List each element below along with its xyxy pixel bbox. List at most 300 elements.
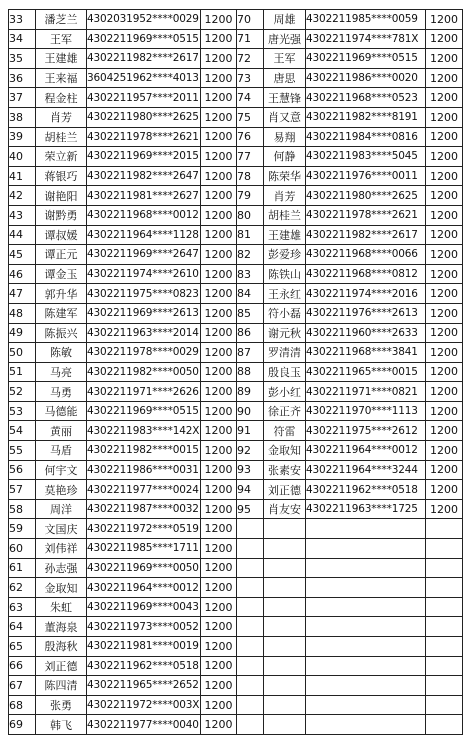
id-number-cell: 4302211984****0816 [306,127,426,147]
id-number-cell: 4302211985****1711 [87,539,201,559]
empty-cell [264,597,306,617]
name-cell: 孙志强 [36,558,87,578]
id-number-cell: 4302211980****2625 [87,107,201,127]
name-cell: 张勇 [36,695,87,715]
row-number-cell: 48 [9,303,36,323]
amount-cell: 1200 [426,421,463,441]
name-cell: 彭小红 [264,382,306,402]
amount-cell: 1200 [201,303,237,323]
amount-cell: 1200 [426,68,463,88]
table-row [9,558,463,578]
row-number-cell: 71 [237,29,264,49]
name-cell: 刘伟祥 [36,539,87,559]
empty-cell [306,519,426,539]
empty-cell [237,539,264,559]
amount-cell: 1200 [201,460,237,480]
empty-cell [264,617,306,637]
empty-cell [264,578,306,598]
id-number-cell: 4302211969****0043 [87,597,201,617]
id-number-cell: 4302211963****1725 [306,499,426,519]
row-number-cell: 89 [237,382,264,402]
amount-cell: 1200 [426,303,463,323]
row-number-cell: 47 [9,284,36,304]
id-number-cell: 4302211982****8191 [306,107,426,127]
name-cell: 郭升华 [36,284,87,304]
id-number-cell: 4302211968****0812 [306,264,426,284]
amount-cell: 1200 [426,166,463,186]
empty-cell [264,558,306,578]
table-row [9,68,463,88]
name-cell: 肖芳 [264,186,306,206]
table-row [9,421,463,441]
row-number-cell: 84 [237,284,264,304]
row-number-cell: 73 [237,68,264,88]
amount-cell: 1200 [426,147,463,167]
name-cell: 董海泉 [36,617,87,637]
amount-cell: 1200 [201,558,237,578]
name-cell: 罗清清 [264,343,306,363]
id-number-cell: 4302211985****0059 [306,10,426,30]
row-number-cell: 38 [9,107,36,127]
empty-cell [237,558,264,578]
id-number-cell: 4302211972****0519 [87,519,201,539]
row-number-cell: 41 [9,166,36,186]
id-number-cell: 4302211965****0015 [306,362,426,382]
name-cell: 黄丽 [36,421,87,441]
table-row [9,264,463,284]
table-row [9,382,463,402]
name-cell: 陈荣华 [264,166,306,186]
amount-cell: 1200 [426,264,463,284]
empty-cell [264,519,306,539]
id-number-cell: 4302211965****2652 [87,676,201,696]
id-number-cell: 4302211969****0515 [87,401,201,421]
id-number-cell: 4302211983****142X [87,421,201,441]
amount-cell: 1200 [426,460,463,480]
name-cell: 肖芳 [36,107,87,127]
amount-cell: 1200 [426,284,463,304]
amount-cell: 1200 [201,519,237,539]
row-number-cell: 53 [9,401,36,421]
name-cell: 朱虹 [36,597,87,617]
row-number-cell: 65 [9,637,36,657]
empty-cell [306,578,426,598]
table-row [9,29,463,49]
empty-cell [426,715,463,735]
id-number-cell: 4302211968****0523 [306,88,426,108]
empty-cell [306,715,426,735]
id-number-cell: 4302211968****0012 [87,205,201,225]
name-cell: 马盾 [36,441,87,461]
empty-cell [264,715,306,735]
id-number-cell: 4302211986****0020 [306,68,426,88]
empty-cell [426,558,463,578]
roster-sheet [8,9,463,735]
amount-cell: 1200 [426,88,463,108]
name-cell: 蒋银巧 [36,166,87,186]
row-number-cell: 35 [9,49,36,69]
amount-cell: 1200 [426,401,463,421]
table-row [9,519,463,539]
amount-cell: 1200 [201,343,237,363]
roster-rows [9,10,463,735]
id-number-cell: 4302211975****0823 [87,284,201,304]
row-number-cell: 50 [9,343,36,363]
id-number-cell: 4302211982****0015 [87,441,201,461]
id-number-cell: 4302211973****0052 [87,617,201,637]
amount-cell: 1200 [201,656,237,676]
amount-cell: 1200 [201,578,237,598]
table-row [9,166,463,186]
id-number-cell: 4302211974****781X [306,29,426,49]
amount-cell: 1200 [426,186,463,206]
row-number-cell: 85 [237,303,264,323]
amount-cell: 1200 [201,88,237,108]
empty-cell [306,597,426,617]
id-number-cell: 4302211981****2627 [87,186,201,206]
amount-cell: 1200 [201,421,237,441]
row-number-cell: 66 [9,656,36,676]
empty-cell [264,695,306,715]
row-number-cell: 61 [9,558,36,578]
name-cell: 易翔 [264,127,306,147]
id-number-cell: 4302211971****2626 [87,382,201,402]
id-number-cell: 4302211969****0515 [87,29,201,49]
empty-cell [306,617,426,637]
row-number-cell: 91 [237,421,264,441]
name-cell: 王来福 [36,68,87,88]
amount-cell: 1200 [201,676,237,696]
row-number-cell: 56 [9,460,36,480]
id-number-cell: 4302211977****0040 [87,715,201,735]
name-cell: 陈敏 [36,343,87,363]
amount-cell: 1200 [201,29,237,49]
amount-cell: 1200 [426,343,463,363]
id-number-cell: 4302211978****2621 [87,127,201,147]
name-cell: 谢元秋 [264,323,306,343]
row-number-cell: 52 [9,382,36,402]
row-number-cell: 78 [237,166,264,186]
table-row [9,637,463,657]
row-number-cell: 77 [237,147,264,167]
name-cell: 韩飞 [36,715,87,735]
row-number-cell: 62 [9,578,36,598]
table-row [9,245,463,265]
id-number-cell: 4302211963****2014 [87,323,201,343]
amount-cell: 1200 [201,147,237,167]
name-cell: 王建雄 [36,49,87,69]
name-cell: 刘正德 [264,480,306,500]
amount-cell: 1200 [201,441,237,461]
name-cell: 肖友安 [264,499,306,519]
empty-cell [306,656,426,676]
id-number-cell: 4302211974****2610 [87,264,201,284]
id-number-cell: 4302211970****1113 [306,401,426,421]
id-number-cell: 4302211964****3244 [306,460,426,480]
amount-cell: 1200 [426,245,463,265]
empty-cell [306,539,426,559]
amount-cell: 1200 [201,264,237,284]
name-cell: 张素安 [264,460,306,480]
id-number-cell: 4302211976****2613 [306,303,426,323]
name-cell: 胡桂兰 [264,205,306,225]
amount-cell: 1200 [201,637,237,657]
row-number-cell: 51 [9,362,36,382]
empty-cell [237,656,264,676]
row-number-cell: 69 [9,715,36,735]
table-row [9,460,463,480]
empty-cell [237,637,264,657]
name-cell: 徐正齐 [264,401,306,421]
name-cell: 殷良玉 [264,362,306,382]
name-cell: 马德能 [36,401,87,421]
name-cell: 彭爱珍 [264,245,306,265]
table-row [9,715,463,735]
name-cell: 金取知 [36,578,87,598]
table-row [9,127,463,147]
table-row [9,323,463,343]
id-number-cell: 4302211972****003X [87,695,201,715]
amount-cell: 1200 [201,695,237,715]
amount-cell: 1200 [201,107,237,127]
amount-cell: 1200 [426,480,463,500]
row-number-cell: 59 [9,519,36,539]
row-number-cell: 80 [237,205,264,225]
empty-cell [306,637,426,657]
empty-cell [306,695,426,715]
amount-cell: 1200 [426,205,463,225]
id-number-cell: 4302211978****0029 [87,343,201,363]
amount-cell: 1200 [201,225,237,245]
empty-cell [237,715,264,735]
id-number-cell: 3604251962****4013 [87,68,201,88]
amount-cell: 1200 [426,49,463,69]
empty-cell [306,558,426,578]
id-number-cell: 4302211964****0012 [87,578,201,598]
table-row [9,656,463,676]
name-cell: 程金柱 [36,88,87,108]
name-cell: 谭金玉 [36,264,87,284]
table-row [9,205,463,225]
amount-cell: 1200 [201,49,237,69]
amount-cell: 1200 [201,480,237,500]
id-number-cell: 4302211974****2016 [306,284,426,304]
id-number-cell: 4302211964****0012 [306,441,426,461]
empty-cell [264,676,306,696]
name-cell: 谭叔媛 [36,225,87,245]
id-number-cell: 4302211978****2621 [306,205,426,225]
table-row [9,362,463,382]
name-cell: 金取知 [264,441,306,461]
row-number-cell: 94 [237,480,264,500]
amount-cell: 1200 [426,10,463,30]
amount-cell: 1200 [426,127,463,147]
name-cell: 王军 [36,29,87,49]
amount-cell: 1200 [201,499,237,519]
name-cell: 王建雄 [264,225,306,245]
id-number-cell: 4302211971****0821 [306,382,426,402]
amount-cell: 1200 [201,205,237,225]
id-number-cell: 4302211960****2633 [306,323,426,343]
row-number-cell: 44 [9,225,36,245]
id-number-cell: 4302211962****0518 [87,656,201,676]
amount-cell: 1200 [201,284,237,304]
amount-cell: 1200 [201,127,237,147]
id-number-cell: 4302211980****2625 [306,186,426,206]
row-number-cell: 92 [237,441,264,461]
empty-cell [264,656,306,676]
amount-cell: 1200 [426,107,463,127]
id-number-cell: 4302211964****1128 [87,225,201,245]
name-cell: 刘正德 [36,656,87,676]
amount-cell: 1200 [201,68,237,88]
row-number-cell: 74 [237,88,264,108]
table-row [9,401,463,421]
empty-cell [426,539,463,559]
amount-cell: 1200 [201,10,237,30]
name-cell: 王慧锋 [264,88,306,108]
id-number-cell: 4302031952****0029 [87,10,201,30]
name-cell: 陈振兴 [36,323,87,343]
empty-cell [306,676,426,696]
amount-cell: 1200 [201,539,237,559]
table-row [9,499,463,519]
empty-cell [426,637,463,657]
row-number-cell: 64 [9,617,36,637]
row-number-cell: 55 [9,441,36,461]
row-number-cell: 58 [9,499,36,519]
amount-cell: 1200 [201,382,237,402]
name-cell: 陈四清 [36,676,87,696]
id-number-cell: 4302211981****0019 [87,637,201,657]
name-cell: 潘芝兰 [36,10,87,30]
table-row [9,49,463,69]
amount-cell: 1200 [201,245,237,265]
name-cell: 何静 [264,147,306,167]
row-number-cell: 86 [237,323,264,343]
amount-cell: 1200 [426,362,463,382]
row-number-cell: 34 [9,29,36,49]
row-number-cell: 90 [237,401,264,421]
name-cell: 王军 [264,49,306,69]
id-number-cell: 4302211982****2617 [306,225,426,245]
amount-cell: 1200 [201,715,237,735]
amount-cell: 1200 [426,323,463,343]
row-number-cell: 83 [237,264,264,284]
table-row [9,186,463,206]
name-cell: 文国庆 [36,519,87,539]
name-cell: 陈建军 [36,303,87,323]
row-number-cell: 33 [9,10,36,30]
empty-cell [426,597,463,617]
id-number-cell: 4302211982****2617 [87,49,201,69]
row-number-cell: 68 [9,695,36,715]
empty-cell [264,637,306,657]
id-number-cell: 4302211969****2015 [87,147,201,167]
amount-cell: 1200 [201,617,237,637]
name-cell: 符雷 [264,421,306,441]
empty-cell [237,578,264,598]
row-number-cell: 39 [9,127,36,147]
empty-cell [237,597,264,617]
empty-cell [426,656,463,676]
id-number-cell: 4302211982****0050 [87,362,201,382]
amount-cell: 1200 [201,597,237,617]
id-number-cell: 4302211968****0066 [306,245,426,265]
row-number-cell: 88 [237,362,264,382]
table-row [9,303,463,323]
table-row [9,88,463,108]
row-number-cell: 46 [9,264,36,284]
table-row [9,10,463,30]
id-number-cell: 4302211968****3841 [306,343,426,363]
amount-cell: 1200 [201,401,237,421]
row-number-cell: 87 [237,343,264,363]
amount-cell: 1200 [426,225,463,245]
amount-cell: 1200 [426,499,463,519]
table-row [9,617,463,637]
row-number-cell: 57 [9,480,36,500]
row-number-cell: 36 [9,68,36,88]
name-cell: 莫艳珍 [36,480,87,500]
name-cell: 胡桂兰 [36,127,87,147]
row-number-cell: 76 [237,127,264,147]
empty-cell [237,676,264,696]
empty-cell [237,695,264,715]
row-number-cell: 67 [9,676,36,696]
row-number-cell: 45 [9,245,36,265]
id-number-cell: 4302211969****2647 [87,245,201,265]
row-number-cell: 70 [237,10,264,30]
id-number-cell: 4302211975****2612 [306,421,426,441]
name-cell: 何宇文 [36,460,87,480]
id-number-cell: 4302211969****0050 [87,558,201,578]
empty-cell [237,519,264,539]
amount-cell: 1200 [201,362,237,382]
amount-cell: 1200 [201,323,237,343]
amount-cell: 1200 [426,29,463,49]
name-cell: 马亮 [36,362,87,382]
table-row [9,107,463,127]
name-cell: 殷海秋 [36,637,87,657]
table-row [9,284,463,304]
table-row [9,441,463,461]
table-row [9,597,463,617]
table-row [9,480,463,500]
row-number-cell: 63 [9,597,36,617]
id-number-cell: 4302211969****0515 [306,49,426,69]
name-cell: 肖又意 [264,107,306,127]
empty-cell [426,676,463,696]
row-number-cell: 93 [237,460,264,480]
name-cell: 周雄 [264,10,306,30]
name-cell: 谭正元 [36,245,87,265]
empty-cell [237,617,264,637]
amount-cell: 1200 [201,186,237,206]
roster-table [8,9,463,735]
empty-cell [264,539,306,559]
row-number-cell: 49 [9,323,36,343]
row-number-cell: 43 [9,205,36,225]
table-row [9,225,463,245]
row-number-cell: 42 [9,186,36,206]
table-row [9,539,463,559]
id-number-cell: 4302211976****0011 [306,166,426,186]
empty-cell [426,695,463,715]
row-number-cell: 60 [9,539,36,559]
id-number-cell: 4302211957****2011 [87,88,201,108]
amount-cell: 1200 [201,166,237,186]
